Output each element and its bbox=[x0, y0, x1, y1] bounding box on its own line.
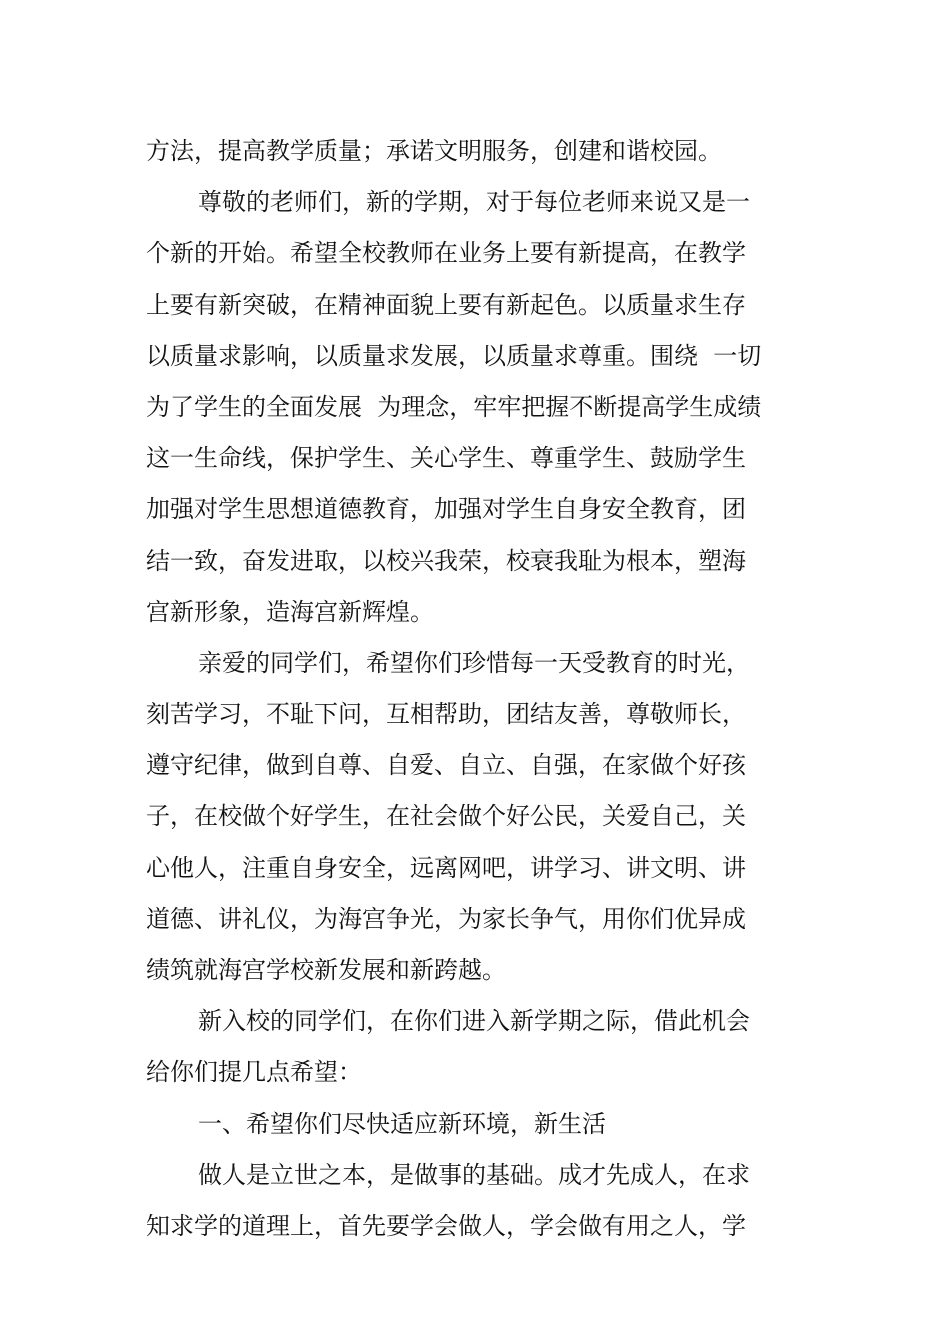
text-line: 做人是立世之本，是做事的基础。成才先成人，在求 bbox=[198, 1160, 750, 1189]
text-line: 知求学的道理上，首先要学会做人，学会做有用之人，学 bbox=[146, 1211, 746, 1240]
text-line: 绩筑就海宫学校新发展和新跨越。 bbox=[146, 956, 506, 984]
text-line: 刻苦学习，不耻下问，互相帮助，团结友善，尊敬师长， bbox=[146, 700, 746, 729]
document-body bbox=[146, 126, 808, 1252]
text-line: 个新的开始。希望全校教师在业务上要有新提高，在教学 bbox=[146, 239, 746, 268]
text-line: 道德、讲礼仪，为海宫争光，为家长争气，用你们优异成 bbox=[146, 904, 746, 933]
text-line: 上要有新突破，在精神面貌上要有新起色。以质量求生存 bbox=[146, 290, 746, 319]
text-line: 为了学生的全面发展 为理念，牢牢把握不断提高学生成绩 bbox=[146, 392, 762, 421]
text-line: 一、希望你们尽快适应新环境，新生活 bbox=[198, 1109, 606, 1138]
text-line: 给你们提几点希望： bbox=[146, 1058, 362, 1087]
text-line: 以质量求影响，以质量求发展，以质量求尊重。围绕 一切 bbox=[146, 341, 762, 370]
text-line: 这一生命线，保护学生、关心学生、尊重学生、鼓励学生 bbox=[146, 444, 746, 473]
text-line: 方法，提高教学质量；承诺文明服务，创建和谐校园。 bbox=[146, 137, 722, 165]
text-line: 心他人，注重自身安全，远离网吧，讲学习、讲文明、讲 bbox=[146, 853, 746, 882]
text-line: 亲爱的同学们，希望你们珍惜每一天受教育的时光， bbox=[198, 648, 750, 677]
text-line: 尊敬的老师们，新的学期，对于每位老师来说又是一 bbox=[198, 188, 750, 217]
text-line: 宫新形象，造海宫新辉煌。 bbox=[146, 597, 434, 626]
text-line: 加强对学生思想道德教育，加强对学生自身安全教育，团 bbox=[146, 495, 746, 524]
text-line: 新入校的同学们，在你们进入新学期之际，借此机会 bbox=[198, 1007, 750, 1036]
text-line: 结一致，奋发进取，以校兴我荣，校衰我耻为根本，塑海 bbox=[146, 546, 746, 575]
text-line: 子，在校做个好学生，在社会做个好公民，关爱自己，关 bbox=[146, 802, 746, 831]
text-line: 遵守纪律，做到自尊、自爱、自立、自强，在家做个好孩 bbox=[146, 751, 746, 780]
